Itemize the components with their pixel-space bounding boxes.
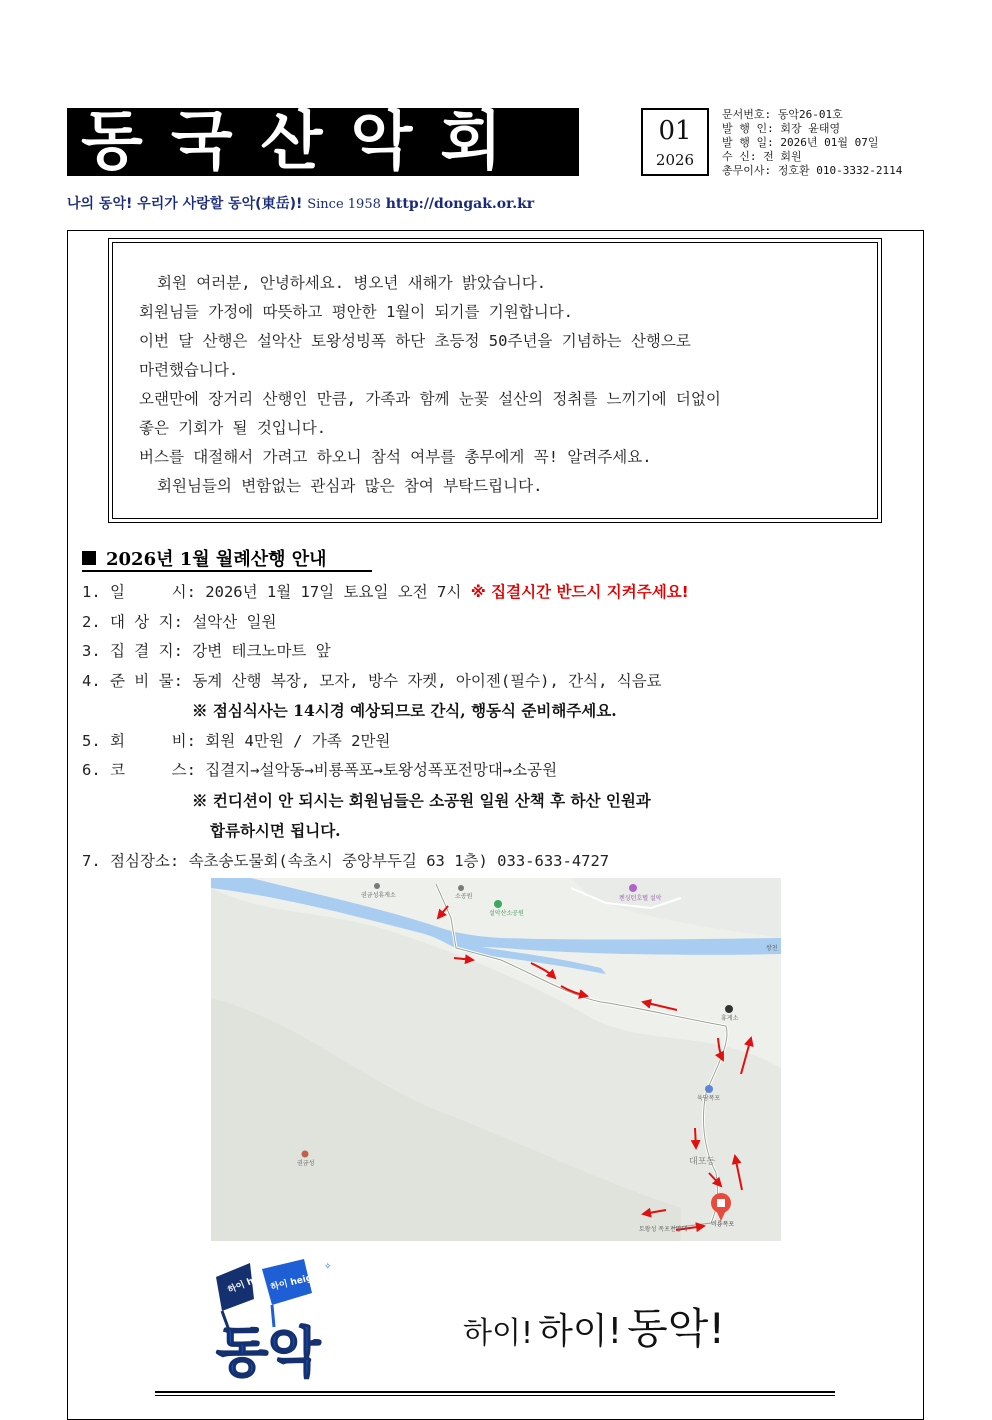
- tagline-slogan: 나의 동악! 우리가 사랑할 동악(東岳)!: [67, 196, 303, 212]
- square-bullet-icon: [82, 551, 96, 565]
- greeting-text: [139, 269, 839, 501]
- greeting-box: [108, 238, 882, 523]
- course-map-svg: [211, 878, 781, 1241]
- info-value: 회원 4만원 / 가족 2만원: [205, 731, 391, 750]
- slogan-part: 하이!: [538, 1311, 623, 1352]
- map-label: 쌍천: [766, 945, 778, 952]
- info-row-course: [82, 756, 882, 786]
- info-value: 집결지→설악동→비룡폭포→토왕성폭포전망대→소공원: [205, 761, 558, 779]
- map-label: 소공원: [455, 893, 473, 900]
- masthead-title: 동국산악회: [67, 108, 579, 176]
- warning-text: ※ 집결시간 반드시 지켜주세요!: [470, 583, 689, 601]
- route-arrow: [695, 1128, 696, 1148]
- info-value: 동계 산행 복장, 모자, 방수 자켓, 아이젠(필수), 간식, 식음료: [192, 671, 662, 690]
- recipient: 수 신: 전 회원: [722, 150, 802, 163]
- footer-rule: [155, 1391, 835, 1393]
- info-note-lunch: [82, 696, 882, 727]
- pin-glyph: [717, 1199, 725, 1207]
- greeting-line: 버스를 대절해서 가려고 하오니 참석 여부를 총무에게 꼭! 알려주세요.: [139, 448, 652, 466]
- note-text: 합류하시면 됩니다.: [210, 821, 341, 840]
- note-text: ※ 컨디션이 안 되시는 회원님들은 소공원 일원 산책 후 하산 인원과: [192, 790, 651, 810]
- map-label: 권금성: [297, 1160, 315, 1167]
- info-label: 6. 코 스:: [82, 761, 196, 779]
- info-row-supplies: [82, 667, 882, 697]
- info-label: 5. 회 비:: [82, 731, 196, 750]
- map-label: 토왕성 폭포전망대: [639, 1226, 688, 1233]
- rest-stop-marker-icon: [725, 1005, 733, 1013]
- map-label: 비룡폭포: [711, 1221, 735, 1228]
- info-value: 강변 테크노마트 앞: [192, 642, 331, 660]
- info-label: 4. 준 비 물:: [82, 671, 183, 690]
- logo-flag-text: 하이 height: [269, 1270, 324, 1294]
- section-title-text: 2026년 1월 월례산행 안내: [106, 549, 327, 570]
- info-label: 7. 점심장소:: [82, 851, 180, 870]
- info-row-meeting-point: [82, 637, 882, 667]
- tagline: [67, 193, 534, 213]
- document-info: [722, 108, 990, 178]
- poi-marker-icon: [458, 885, 464, 891]
- map-label: 켄싱턴호텔 설악: [619, 895, 662, 902]
- greeting-line: 회원 여러분, 안녕하세요. 병오년 새해가 밝았습니다.: [157, 274, 547, 292]
- doc-number: 문서번호: 동악26-01호: [722, 108, 843, 121]
- issue-box: [641, 108, 709, 176]
- peak-marker-icon: [302, 1151, 309, 1158]
- logo-flag-text: 하이 hi: [226, 1275, 259, 1296]
- info-label: 2. 대 상 지:: [82, 612, 183, 631]
- poi-marker-icon: [374, 883, 380, 889]
- info-label: 3. 집 결 지:: [82, 642, 183, 660]
- closing-slogan: [463, 1296, 725, 1356]
- waterfall-marker-icon: [705, 1085, 713, 1093]
- info-value: 속초송도물회(속초시 중앙부두길 63 1층) 033-633-4727: [188, 851, 610, 870]
- logo-flag-right: [262, 1259, 312, 1327]
- info-label: 1. 일 시:: [82, 583, 196, 601]
- website-link[interactable]: http://dongak.or.kr: [385, 196, 535, 212]
- map-label: 대포동: [689, 1157, 716, 1167]
- greeting-line: 회원님들 가정에 따뜻하고 평안한 1월이 되기를 기원합니다.: [139, 303, 574, 321]
- info-value: 설악산 일원: [192, 612, 277, 631]
- greeting-line: 이번 달 산행은 설악산 토왕성빙폭 하단 초등정 50주년을 기념하는 산행으로: [139, 332, 691, 350]
- slogan-part: 하이!: [463, 1316, 533, 1351]
- footer-rule: [155, 1395, 835, 1396]
- tagline-since: Since 1958: [307, 197, 381, 212]
- park-marker-icon: [494, 900, 502, 908]
- logo-wordmark: 동악: [216, 1321, 321, 1380]
- map-label: 권금성휴게소: [361, 892, 396, 899]
- info-row-fee: [82, 727, 882, 757]
- slogan-part: 동악!: [627, 1304, 726, 1353]
- section-heading: [82, 545, 327, 571]
- info-note-condition-cont: [82, 816, 882, 847]
- map-label: 설악산소공원: [489, 910, 524, 917]
- info-row-date: [82, 578, 882, 608]
- course-map: [211, 878, 781, 1241]
- issue-number: 01: [658, 116, 692, 146]
- hotel-marker-icon: [629, 884, 637, 892]
- note-text: ※ 점심식사는 14시경 예상되므로 간식, 행동식 준비해주세요.: [192, 701, 617, 720]
- dongak-logo-svg: [212, 1255, 352, 1380]
- trip-info-list: [82, 578, 882, 876]
- greeting-line: 좋은 기회가 될 것입니다.: [139, 419, 327, 437]
- info-note-condition: [82, 786, 882, 817]
- info-row-lunch-place: [82, 847, 882, 877]
- greeting-line: 회원님들의 변함없는 관심과 많은 참여 부탁드립니다.: [157, 477, 543, 495]
- map-label: 육담폭포: [697, 1095, 721, 1102]
- sparkle-icon: ✧: [324, 1262, 332, 1272]
- issue-year: 2026: [655, 151, 695, 169]
- info-row-destination: [82, 608, 882, 638]
- greeting-line: 마련했습니다.: [139, 361, 239, 379]
- publish-date: 발 행 일: 2026년 01월 07일: [722, 136, 879, 149]
- section-underline: [82, 570, 372, 572]
- map-label: 휴게소: [721, 1015, 739, 1022]
- secretary-contact: 총무이사: 정호환 010-3332-2114: [722, 164, 903, 177]
- publisher: 발 행 인: 회장 윤태영: [722, 122, 841, 135]
- greeting-line: 오랜만에 장거리 산행인 만큼, 가족과 함께 눈꽃 설산의 정취를 느끼기에 더없이: [139, 390, 721, 408]
- dongak-logo: [212, 1255, 352, 1380]
- info-value: 2026년 1월 17일 토요일 오전 7시: [205, 583, 462, 601]
